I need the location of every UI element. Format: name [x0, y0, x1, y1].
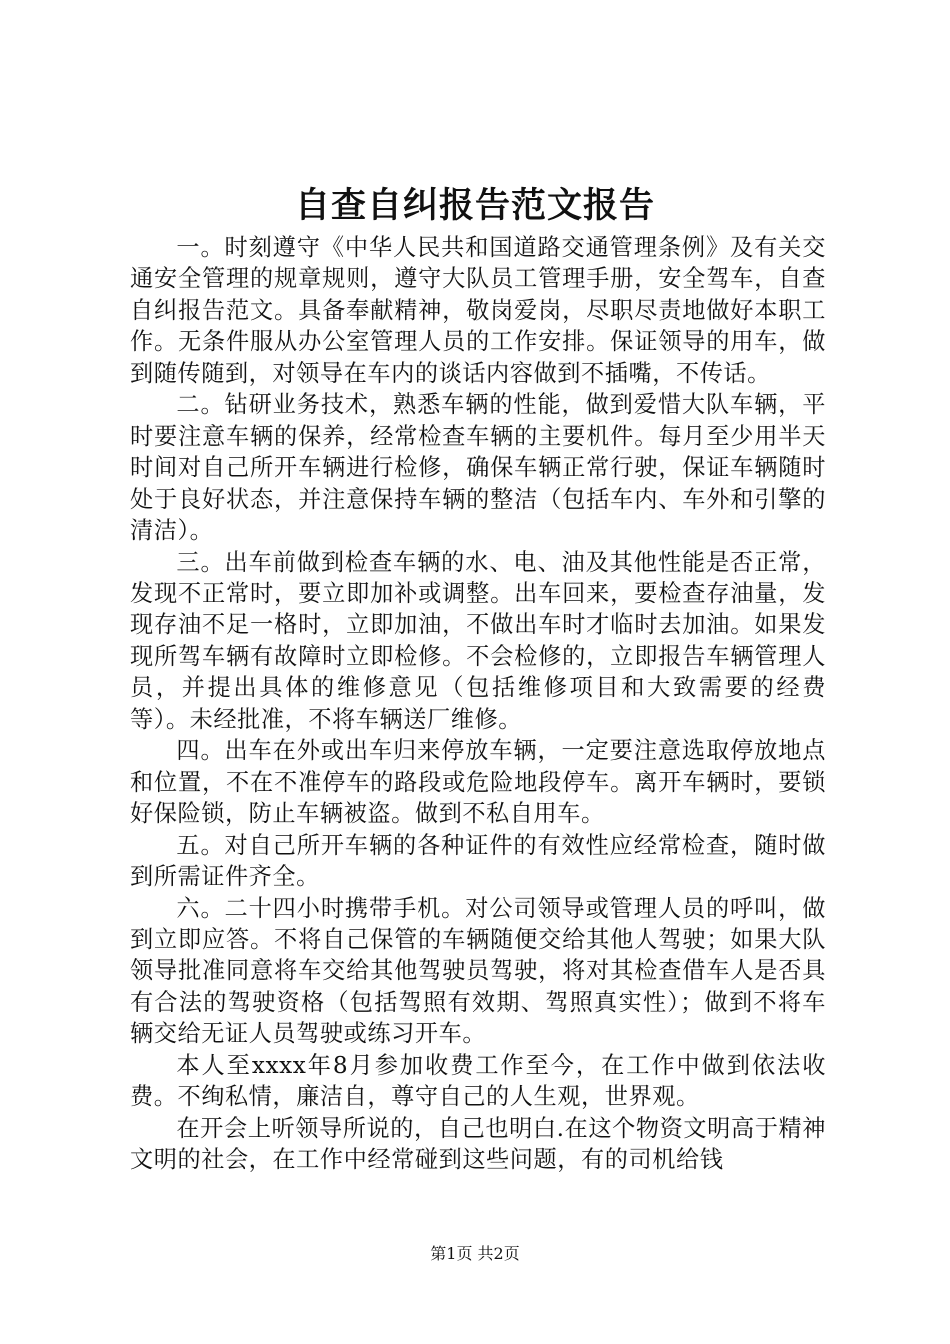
paragraph-1: 一。时刻遵守《中华人民共和国道路交通管理条例》及有关交通安全管理的规章规则，遵守大队员工管理手册，安全驾车，自查自纠报告范文。具备奉献精神，敬岗爱岗，尽职尽责地做好本职工作。无条件服从办公室管理人员的工作安排。保证领导的用车，做到随传随到，对领导在车内的谈话内容做到不插嘴，不传话。: [130, 234, 826, 387]
paragraph-7: 本人至xxxx年8月参加收费工作至今，在工作中做到依法收费。不绚私情，廉洁自，尊守自己的人生观，世界观。: [130, 1051, 826, 1111]
paragraph-3: 三。出车前做到检查车辆的水、电、油及其他性能是否正常，发现不正常时，要立即加补或调整。出车回来，要检查存油量，发现存油不足一格时，立即加油，不做出车时才临时去加油。如果发现所驾车辆有故障时立即检修。不会检修的，立即报告车辆管理人员，并提出具体的维修意见（包括维修项目和大致需要的经费等）。未经批准，不将车辆送厂维修。: [130, 548, 826, 733]
document-body: [130, 232, 826, 1176]
page-footer: 第1页 共2页: [430, 1244, 520, 1263]
paragraph-5: 五。对自己所开车辆的各种证件的有效性应经常检查，随时做到所需证件齐全。: [130, 831, 826, 891]
paragraph-2: 二。钻研业务技术，熟悉车辆的性能，做到爱惜大队车辆，平时要注意车辆的保养，经常检查车辆的主要机件。每月至少用半天时间对自己所开车辆进行检修，确保车辆正常行驶，保证车辆随时处于良好状态，并注意保持车辆的整洁（包括车内、车外和引擎的清洁）。: [130, 391, 826, 545]
paragraph-8: 在开会上听领导所说的，自己也明白.在这个物资文明高于精神文明的社会，在工作中经常碰到这些问题，有的司机给钱: [130, 1114, 826, 1174]
document-title: 自查自纠报告范文报告: [294, 185, 655, 226]
paragraph-6: 六。二十四小时携带手机。对公司领导或管理人员的呼叫，做到立即应答。不将自己保管的车辆随便交给其他人驾驶；如果大队领导批准同意将车交给其他驾驶员驾驶，将对其检查借车人是否具有合法的驾驶资格（包括驾照有效期、驾照真实性）；做到不将车辆交给无证人员驾驶或练习开车。: [130, 894, 826, 1048]
paragraph-4: 四。出车在外或出车归来停放车辆，一定要注意选取停放地点和位置，不在不准停车的路段或危险地段停车。离开车辆时，要锁好保险锁，防止车辆被盗。做到不私自用车。: [130, 737, 826, 828]
